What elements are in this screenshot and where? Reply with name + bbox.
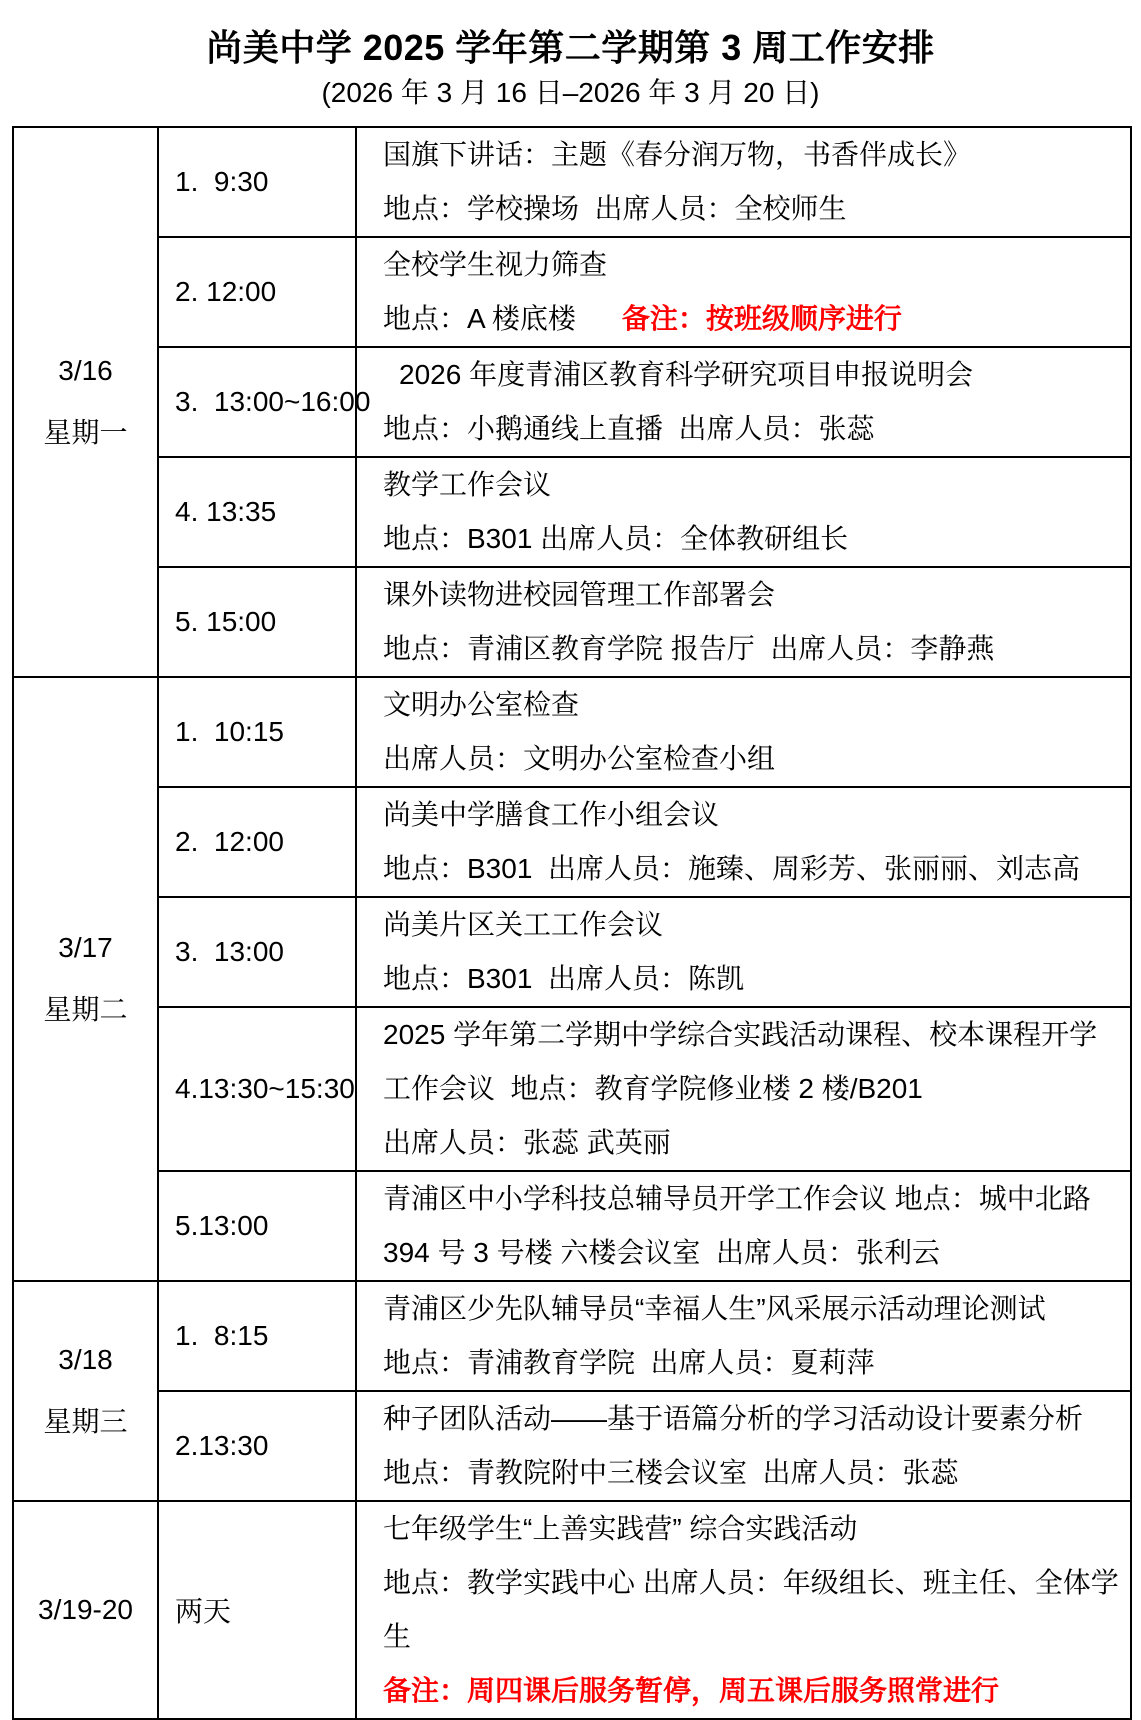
schedule-row	[13, 1281, 1131, 1391]
time-cell: 5. 15:00	[158, 567, 356, 677]
content-text: 尚美片区关工工作会议	[383, 909, 664, 940]
content-text: 全校学生视力筛查	[383, 249, 608, 280]
content-line	[383, 1282, 1122, 1336]
content-line	[383, 1664, 1122, 1718]
content-text: 出席人员：张蕊 武英丽	[383, 1127, 671, 1158]
schedule-row	[13, 787, 1131, 897]
content-text: 地点：小鹅通线上直播 出席人员：张蕊	[383, 413, 875, 444]
time-cell: 两天	[158, 1501, 356, 1719]
content-text: 地点：教学实践中心 出席人员：年级组长、班主任、全体学生	[383, 1567, 1119, 1652]
content-line	[383, 458, 1122, 512]
schedule-row	[13, 127, 1131, 237]
content-text: 地点：学校操场 出席人员：全校师生	[383, 193, 847, 224]
day-date: 3/18	[58, 1344, 113, 1375]
content-cell	[356, 677, 1131, 787]
content-line	[383, 238, 1122, 292]
content-cell	[356, 1171, 1131, 1281]
time-cell: 3. 13:00~16:00	[158, 347, 356, 457]
schedule-row	[13, 1171, 1131, 1281]
day-weekday: 星期三	[43, 1406, 128, 1437]
content-line	[383, 1008, 1122, 1116]
content-text: 地点：青浦区教育学院 报告厅 出席人员：李静燕	[383, 633, 995, 664]
content-text: 国旗下讲话：主题《春分润万物，书香伴成长》	[383, 139, 972, 170]
content-line	[383, 348, 1122, 402]
content-text: 2026 年度青浦区教育科学研究项目申报说明会	[399, 359, 974, 390]
content-line	[383, 568, 1122, 622]
content-line	[383, 182, 1122, 236]
content-cell	[356, 237, 1131, 347]
remark-text: 备注：周四课后服务暂停，周五课后服务照常进行	[383, 1675, 1000, 1706]
time-cell: 1. 10:15	[158, 677, 356, 787]
time-cell: 3. 13:00	[158, 897, 356, 1007]
content-cell	[356, 567, 1131, 677]
time-cell: 4. 13:35	[158, 457, 356, 567]
day-cell	[13, 677, 158, 1281]
schedule-table	[12, 126, 1132, 1720]
content-text: 课外读物进校园管理工作部署会	[383, 579, 776, 610]
page-title: 尚美中学 2025 学年第二学期第 3 周工作安排	[206, 27, 935, 68]
content-line	[383, 952, 1122, 1006]
content-text: 种子团队活动——基于语篇分析的学习活动设计要素分析	[383, 1403, 1084, 1434]
content-line	[383, 1502, 1122, 1556]
content-text: 青浦区中小学科技总辅导员开学工作会议 地点：城中北路 394 号 3 号楼 六楼会议室 出席人员：张利云	[383, 1183, 1099, 1268]
time-cell: 2.13:30	[158, 1391, 356, 1501]
content-line	[383, 1336, 1122, 1390]
content-line	[383, 1556, 1122, 1664]
content-cell	[356, 1281, 1131, 1391]
content-text: 地点：B301 出席人员：全体教研组长	[383, 523, 849, 554]
content-line	[383, 402, 1122, 456]
content-text: 2025 学年第二学期中学综合实践活动课程、校本课程开学工作会议 地点：教育学院修业楼 2 楼/B201	[383, 1019, 1098, 1104]
day-weekday: 星期一	[43, 417, 128, 448]
content-text: 地点：A 楼底楼	[383, 303, 576, 334]
content-line	[383, 842, 1122, 896]
remark-text: 备注：按班级顺序进行	[621, 303, 902, 334]
content-text: 尚美中学膳食工作小组会议	[383, 799, 720, 830]
day-date: 3/16	[58, 355, 113, 386]
content-cell	[356, 897, 1131, 1007]
time-cell: 2. 12:00	[158, 787, 356, 897]
content-cell	[356, 347, 1131, 457]
content-cell	[356, 1501, 1131, 1719]
content-text: 地点：青浦教育学院 出席人员：夏莉萍	[383, 1347, 875, 1378]
content-text: 出席人员：文明办公室检查小组	[383, 743, 776, 774]
content-line	[383, 1446, 1122, 1500]
content-text: 七年级学生“上善实践营” 综合实践活动	[383, 1513, 858, 1544]
page-subtitle: (2026 年 3 月 16 日–2026 年 3 月 20 日)	[321, 77, 820, 108]
content-text: 文明办公室检查	[383, 689, 580, 720]
content-line	[383, 678, 1122, 732]
content-cell	[356, 457, 1131, 567]
schedule-row	[13, 457, 1131, 567]
content-line	[383, 512, 1122, 566]
content-line	[383, 732, 1122, 786]
time-cell: 1. 8:15	[158, 1281, 356, 1391]
day-cell	[13, 127, 158, 677]
content-line	[383, 788, 1122, 842]
schedule-row	[13, 347, 1131, 457]
content-cell	[356, 127, 1131, 237]
schedule-row	[13, 237, 1131, 347]
content-cell	[356, 787, 1131, 897]
content-line	[383, 898, 1122, 952]
schedule-row	[13, 1391, 1131, 1501]
day-date: 3/19-20	[38, 1594, 133, 1625]
schedule-row	[13, 677, 1131, 787]
schedule-row	[13, 1007, 1131, 1171]
schedule-table-body	[13, 127, 1131, 1719]
day-date: 3/17	[58, 932, 113, 963]
content-cell	[356, 1007, 1131, 1171]
content-cell	[356, 1391, 1131, 1501]
schedule-row	[13, 1501, 1131, 1719]
day-cell	[13, 1281, 158, 1501]
content-line	[383, 292, 1122, 346]
content-line	[383, 1116, 1122, 1170]
day-weekday: 星期二	[43, 994, 128, 1025]
content-text: 教学工作会议	[383, 469, 552, 500]
content-text: 青浦区少先队辅导员“幸福人生”风采展示活动理论测试	[383, 1293, 1046, 1324]
content-text: 地点：青教院附中三楼会议室 出席人员：张蕊	[383, 1457, 959, 1488]
time-cell: 2. 12:00	[158, 237, 356, 347]
content-text: 地点：B301 出席人员：施臻、周彩芳、张丽丽、刘志高	[383, 853, 1080, 884]
content-line	[383, 1172, 1122, 1280]
content-line	[383, 622, 1122, 676]
schedule-row	[13, 897, 1131, 1007]
time-cell: 1. 9:30	[158, 127, 356, 237]
time-cell: 5.13:00	[158, 1171, 356, 1281]
content-line	[383, 128, 1122, 182]
content-line	[383, 1392, 1122, 1446]
day-cell	[13, 1501, 158, 1719]
time-cell: 4.13:30~15:30	[158, 1007, 356, 1171]
schedule-row	[13, 567, 1131, 677]
content-text: 地点：B301 出席人员：陈凯	[383, 963, 744, 994]
